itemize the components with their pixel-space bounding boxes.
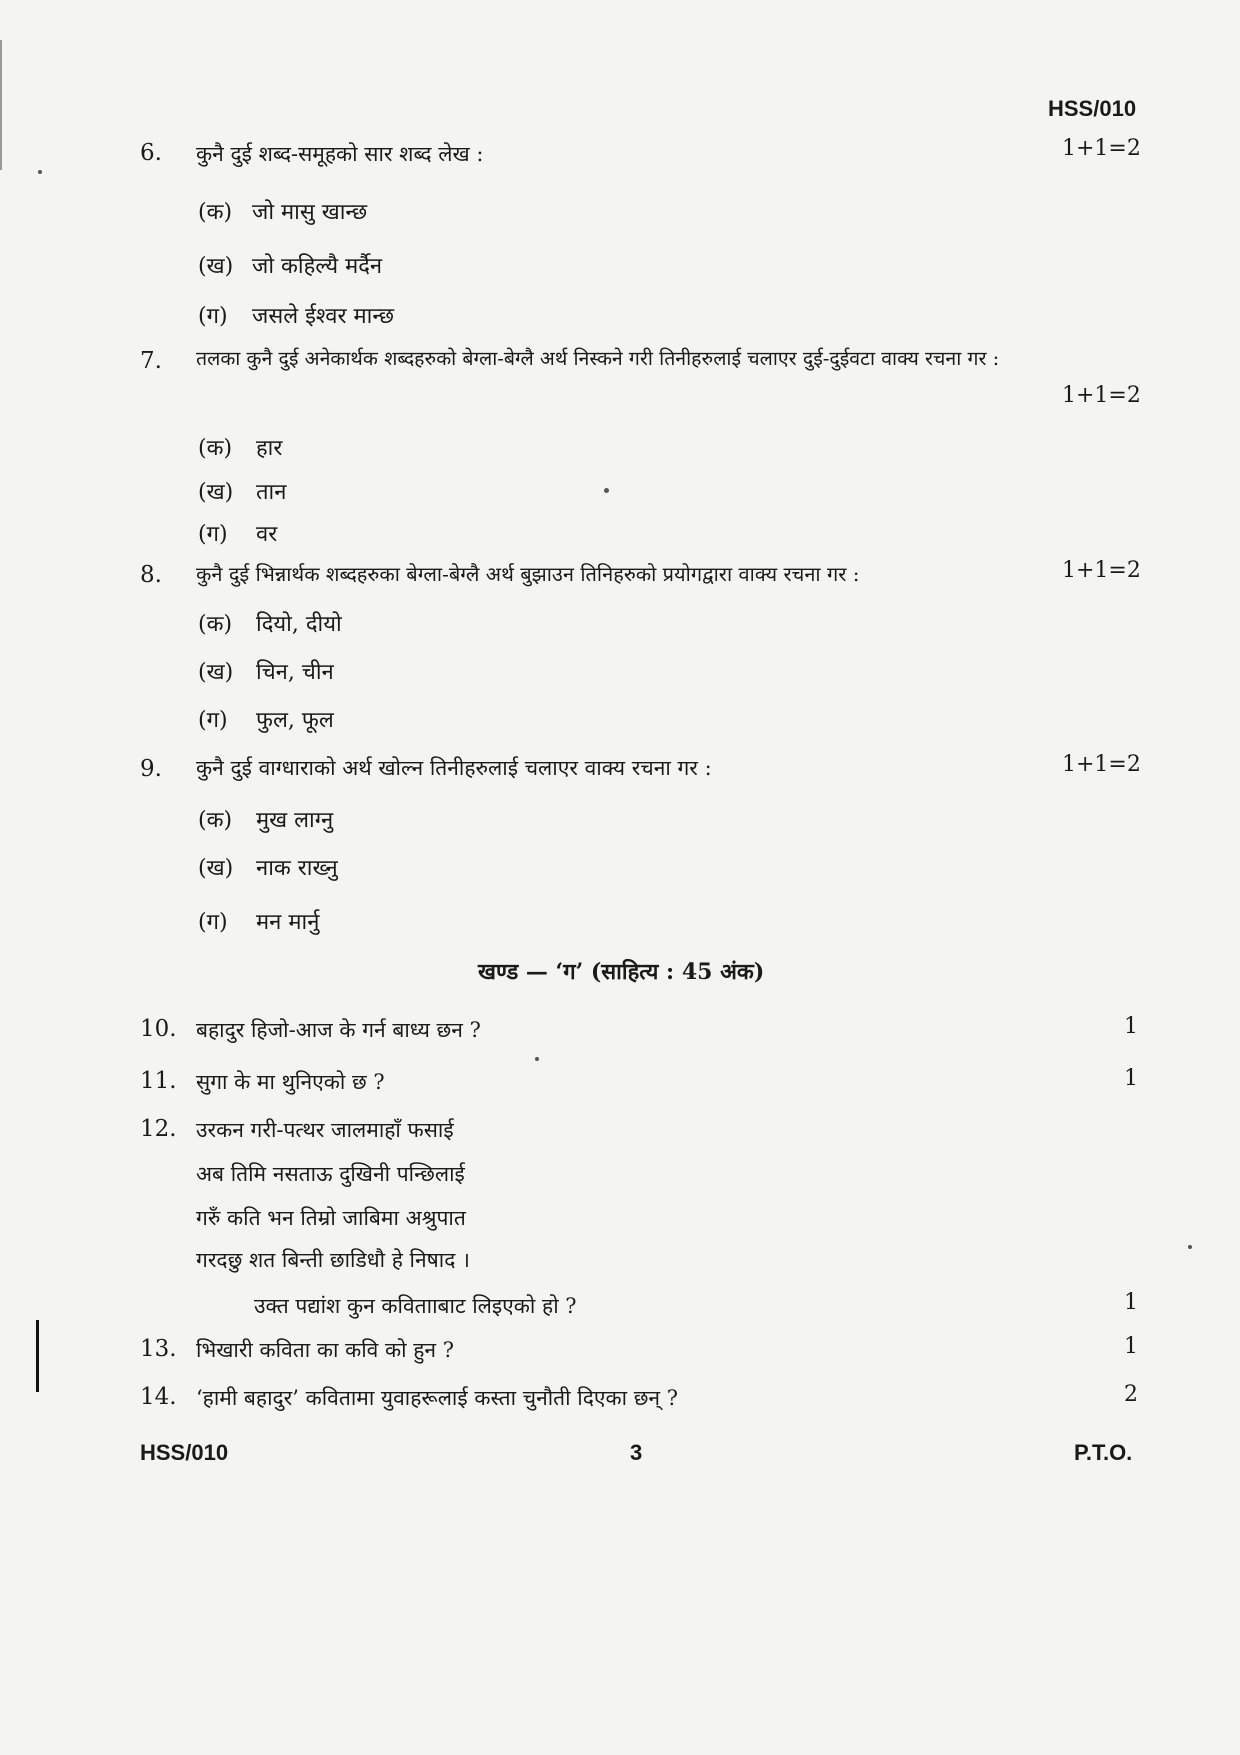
question-number: 8. (140, 562, 162, 588)
option-text: जसले ईश्वर मान्छ (252, 304, 395, 329)
scan-edge-line (36, 1320, 39, 1392)
option-text: जो मासु खान्छ (252, 200, 368, 225)
question-marks: 1 (1124, 1014, 1138, 1039)
question-number: 9. (140, 756, 162, 782)
option-label: (ख) (198, 660, 234, 685)
scan-edge-mark (0, 40, 2, 170)
option-label: (ग) (198, 708, 228, 733)
footer-code: HSS/010 (140, 1440, 229, 1465)
header-code: HSS/010 (1048, 96, 1137, 121)
question-text: सुगा के मा थुनिएको छ ? (196, 1070, 385, 1094)
option-text: मुख लाग्नु (256, 808, 334, 833)
option-text: जो कहिल्यै मर्दैन (252, 254, 383, 279)
option-label: (क) (198, 436, 233, 461)
question-number: 13. (140, 1336, 177, 1362)
option-label: (ख) (198, 254, 234, 279)
question-marks: 1+1=2 (1062, 136, 1141, 161)
question-marks: 1 (1124, 1066, 1138, 1091)
option-text: चिन, चीन (256, 660, 334, 685)
option-label: (ख) (198, 480, 234, 505)
option-label: (ग) (198, 910, 228, 935)
question-number: 7. (140, 348, 162, 374)
option-label: (क) (198, 808, 233, 833)
question-marks: 1 (1124, 1334, 1138, 1359)
question-number: 12. (140, 1116, 177, 1142)
poem-line: अब तिमि नसताऊ दुखिनी पन्छिलाई (196, 1162, 465, 1186)
section-heading: खण्ड — ‘ग’ (साहित्य : 45 अंक) (478, 959, 765, 985)
question-marks: 1+1=2 (1062, 383, 1141, 408)
question-text: कुनै दुई वाग्धाराको अर्थ खोल्न तिनीहरुलाई चलाएर वाक्य रचना गर : (196, 756, 712, 780)
question-text: कुनै दुई भिन्नार्थक शब्दहरुका बेग्ला-बेग्लै अर्थ बुझाउन तिनिहरुको प्रयोगद्वारा वाक्य रचना गर : (196, 562, 860, 586)
option-text: तान (256, 480, 287, 505)
scan-speck (38, 170, 42, 174)
option-label: (ग) (198, 304, 228, 329)
question-marks: 1+1=2 (1062, 558, 1141, 583)
question-text: ‘हामी बहादुर’ कवितामा युवाहरूलाई कस्ता चुनौती दिएका छन् ? (196, 1386, 679, 1410)
option-label: (ख) (198, 856, 234, 881)
option-text: दियो, दीयो (256, 612, 342, 637)
question-marks: 1+1=2 (1062, 752, 1141, 777)
question-number: 11. (140, 1068, 177, 1094)
question-text: उक्त पद्यांश कुन कवितााबाट लिइएको हो ? (254, 1294, 577, 1318)
scan-speck (535, 1057, 539, 1061)
question-number: 10. (140, 1016, 177, 1042)
question-number: 14. (140, 1384, 177, 1410)
option-text: मन मार्नु (256, 910, 320, 935)
scan-speck (604, 488, 609, 493)
option-text: हार (256, 436, 283, 461)
option-label: (क) (198, 612, 233, 637)
option-label: (ग) (198, 522, 228, 547)
question-marks: 2 (1124, 1382, 1138, 1407)
scan-speck (1188, 1245, 1192, 1249)
poem-line: गरुँ कति भन तिम्रो जाबिमा अश्रुपात (196, 1206, 466, 1230)
question-number: 6. (140, 140, 162, 166)
option-label: (क) (198, 200, 233, 225)
poem-line: उरकन गरी-पत्थर जालमाहाँ फसाई (196, 1118, 454, 1142)
question-text: कुनै दुई शब्द-समूहको सार शब्द लेख : (196, 142, 484, 166)
question-text: बहादुर हिजो-आज के गर्न बाध्य छन ? (196, 1018, 481, 1042)
option-text: वर (256, 522, 278, 547)
option-text: नाक राख्नु (256, 856, 338, 881)
question-marks: 1 (1124, 1290, 1138, 1315)
question-text: भिखारी कविता का कवि को हुन ? (196, 1338, 454, 1362)
page-number: 3 (630, 1440, 643, 1465)
question-text: तलका कुनै दुई अनेकार्थक शब्दहरुको बेग्ला-बेग्लै अर्थ निस्कने गरी तिनीहरुलाई चलाएर दुई-दुईवटा वाक्य रचना गर : (196, 347, 1000, 370)
option-text: फुल, फूल (256, 708, 334, 733)
poem-line: गरदछु शत बिन्ती छाडिधौ हे निषाद । (196, 1248, 471, 1272)
pto-label: P.T.O. (1074, 1440, 1133, 1465)
